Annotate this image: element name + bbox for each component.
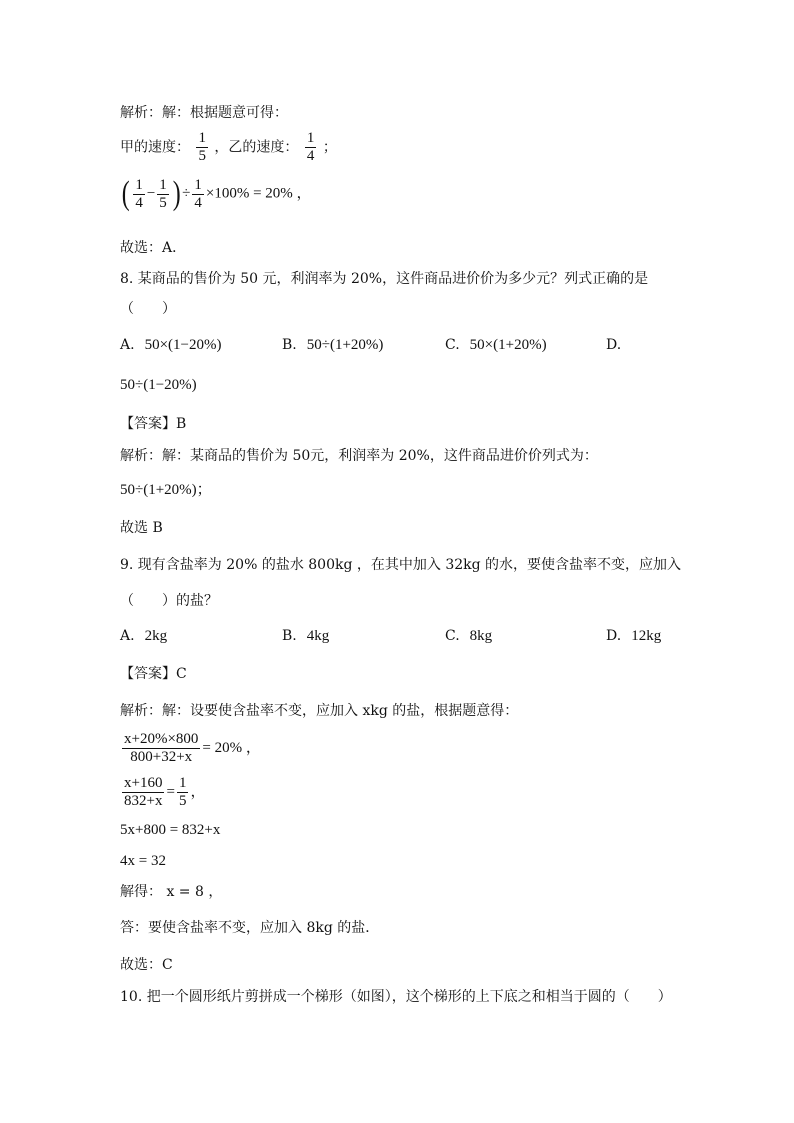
q8-option-c	[445, 337, 547, 354]
fraction-numerator: x+160	[124, 775, 163, 791]
q9-option-b	[282, 628, 329, 645]
option-label: A.	[120, 628, 135, 644]
option-label: B.	[282, 337, 297, 353]
q9-equation-2	[120, 775, 205, 810]
q9-reply: 答：要使含盐率不变，应加入 8kg 的盐．	[120, 920, 380, 936]
fraction-denominator: 832+x	[124, 793, 163, 809]
q8-answer: 【答案】B	[120, 416, 187, 432]
fraction-denominator: 4	[194, 194, 202, 211]
q7-analysis-intro: 解析：解：根据题意可得：	[120, 105, 288, 121]
option-label: C.	[445, 337, 460, 353]
fraction-denominator: 4	[135, 194, 143, 211]
fraction-numerator: 1	[198, 130, 206, 146]
q9-analysis: 解析：解：设要使含盐率不变，应加入 xkg 的盐，根据题意得：	[120, 703, 519, 719]
fraction-denominator: 800+32+x	[130, 749, 193, 765]
q8-option-b	[282, 337, 383, 354]
divide-sign: ÷	[182, 185, 191, 202]
right-paren: )	[172, 175, 181, 212]
calc-fraction-1	[133, 177, 145, 212]
q9-option-a	[120, 628, 167, 645]
left-paren: (	[121, 175, 130, 212]
q9-equation-1	[120, 731, 261, 766]
speed-end: ；	[322, 139, 337, 156]
q8-option-d	[606, 337, 631, 353]
speed-a-fraction	[196, 130, 208, 165]
minus-sign: −	[146, 185, 156, 202]
q8-option-d-expr: 50÷(1−20%)	[120, 377, 197, 393]
fraction-numerator: 1	[194, 176, 202, 193]
eq2-end: ，	[190, 783, 206, 800]
q9-stem-2: （ ）的盐？	[120, 593, 218, 609]
calc-fraction-3	[192, 177, 204, 212]
eq1-fraction	[122, 731, 200, 766]
q10-stem: 10. 把一个圆形纸片剪拼成一个梯形（如图），这个梯形的上下底之和相当于圆的（ ）	[120, 989, 672, 1005]
calc-fraction-2	[157, 177, 169, 212]
speed-separator: ，乙的速度：	[214, 139, 299, 156]
fraction-numerator: 1	[135, 176, 143, 193]
q8-analysis: 解析：解：某商品的售价为 50元，利润率为 20%，这件商品进价价列式为：	[120, 448, 598, 464]
option-label: A.	[120, 337, 135, 353]
q9-equation-3: 5x+800 = 832+x	[120, 822, 221, 838]
q9-answer: 【答案】C	[120, 666, 187, 682]
q9-equation-4: 4x = 32	[120, 853, 166, 869]
option-expr: 50×(1−20%)	[144, 337, 222, 353]
q8-option-a	[120, 337, 221, 354]
eq2-rhs-fraction	[177, 775, 189, 810]
q8-stem: 8. 某商品的售价为 50 元，利润率为 20%，这件商品进价价为多少元？列式正确的是	[120, 271, 649, 287]
option-expr: 50×(1+20%)	[469, 337, 547, 353]
q7-speeds-line	[120, 130, 337, 165]
q9-stem: 9. 现有含盐率为 20% 的盐水 800kg ，在其中加入 32kg 的水，要使含盐率不变，应加入	[120, 557, 682, 573]
eq1-rhs: = 20% ，	[202, 739, 261, 756]
fraction-denominator: 5	[198, 148, 206, 164]
q9-option-c	[445, 628, 492, 645]
speed-b-fraction	[305, 130, 317, 165]
q7-calculation	[120, 176, 312, 212]
equals-sign: =	[166, 783, 175, 800]
option-expr: 2kg	[144, 628, 168, 644]
q8-pick: 故选 B	[120, 520, 163, 536]
speed-a-label: 甲的速度：	[120, 139, 190, 156]
fraction-denominator: 5	[178, 793, 187, 809]
option-label: D.	[606, 337, 622, 353]
option-expr: 12kg	[631, 628, 662, 644]
fraction-numerator: 1	[159, 176, 167, 193]
q8-formula: 50÷(1+20%)；	[120, 482, 212, 498]
fraction-numerator: 1	[178, 775, 187, 791]
option-expr: 4kg	[306, 628, 330, 644]
calc-tail: ×100% = 20% ，	[205, 185, 312, 202]
q9-option-d	[606, 628, 661, 645]
fraction-numerator: x+20%×800	[124, 731, 199, 747]
fraction-denominator: 5	[159, 194, 167, 211]
option-label: C.	[445, 628, 460, 644]
option-label: D.	[606, 628, 622, 644]
q9-pick: 故选：C	[120, 957, 173, 973]
fraction-numerator: 1	[306, 130, 315, 146]
fraction-denominator: 4	[306, 148, 315, 164]
q8-blank: （ ）	[120, 301, 176, 317]
option-label: B.	[282, 628, 297, 644]
q9-solve: 解得： x = 8 ，	[120, 884, 223, 900]
q7-pick: 故选：A．	[120, 240, 187, 256]
option-expr: 50÷(1+20%)	[306, 337, 384, 353]
option-expr: 8kg	[469, 628, 493, 644]
eq2-fraction	[122, 775, 164, 810]
